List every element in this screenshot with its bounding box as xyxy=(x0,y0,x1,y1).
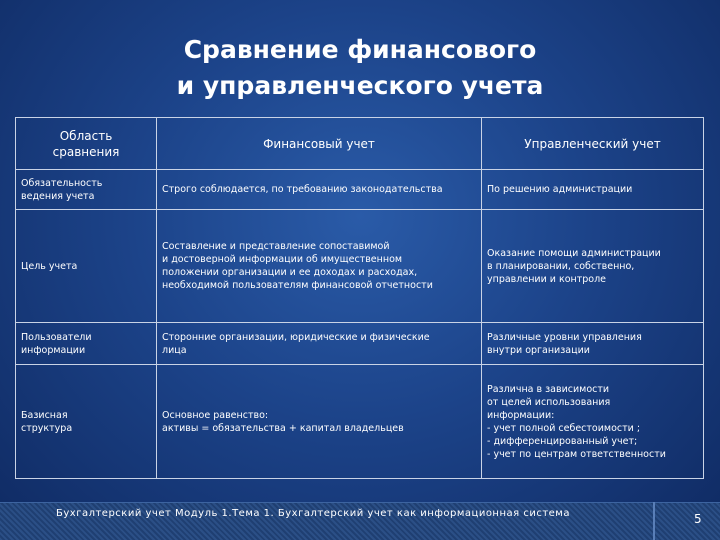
table-header-row xyxy=(16,118,704,170)
footer-text: Бухгалтерский учет Модуль 1.Тема 1. Бухгалтерский учет как информационная система xyxy=(56,508,570,519)
slide-title-line-1: Сравнение финансового xyxy=(183,35,537,64)
row-1-management: По решению администрации xyxy=(482,170,704,210)
header-management: Управленческий учет xyxy=(482,118,704,170)
comparison-table xyxy=(15,117,704,479)
row-1-area: Обязательность ведения учета xyxy=(16,170,157,210)
row-2-area: Цель учета xyxy=(16,210,157,323)
header-area: Область сравнения xyxy=(16,118,157,170)
row-2-financial: Составление и представление сопоставимой и достоверной информации об имущественном положении организации и ее доходах и расходах, необходимой пользователям финансовой отчетности xyxy=(157,210,482,323)
slide-title-line-2: и управленческого учета xyxy=(176,71,544,100)
table-row xyxy=(16,170,704,210)
table-row xyxy=(16,323,704,365)
row-3-management: Различные уровни управления внутри организации xyxy=(482,323,704,365)
row-4-financial: Основное равенство: активы = обязательства + капитал владельцев xyxy=(157,365,482,479)
row-1-financial: Строго соблюдается, по требованию законодательства xyxy=(157,170,482,210)
header-financial: Финансовый учет xyxy=(157,118,482,170)
row-4-management: Различна в зависимости от целей использования информации: - учет полной себестоимости ; - дифференцированный учет; - учет по центрам ответственности xyxy=(482,365,704,479)
table-row xyxy=(16,210,704,323)
slide-title xyxy=(0,32,720,104)
row-4-area: Базисная структура xyxy=(16,365,157,479)
row-3-financial: Сторонние организации, юридические и физические лица xyxy=(157,323,482,365)
page-number: 5 xyxy=(694,512,702,526)
row-3-area: Пользователи информации xyxy=(16,323,157,365)
row-2-management: Оказание помощи администрации в планировании, собственно, управлении и контроле xyxy=(482,210,704,323)
table-row xyxy=(16,365,704,479)
footer-divider xyxy=(653,502,655,540)
